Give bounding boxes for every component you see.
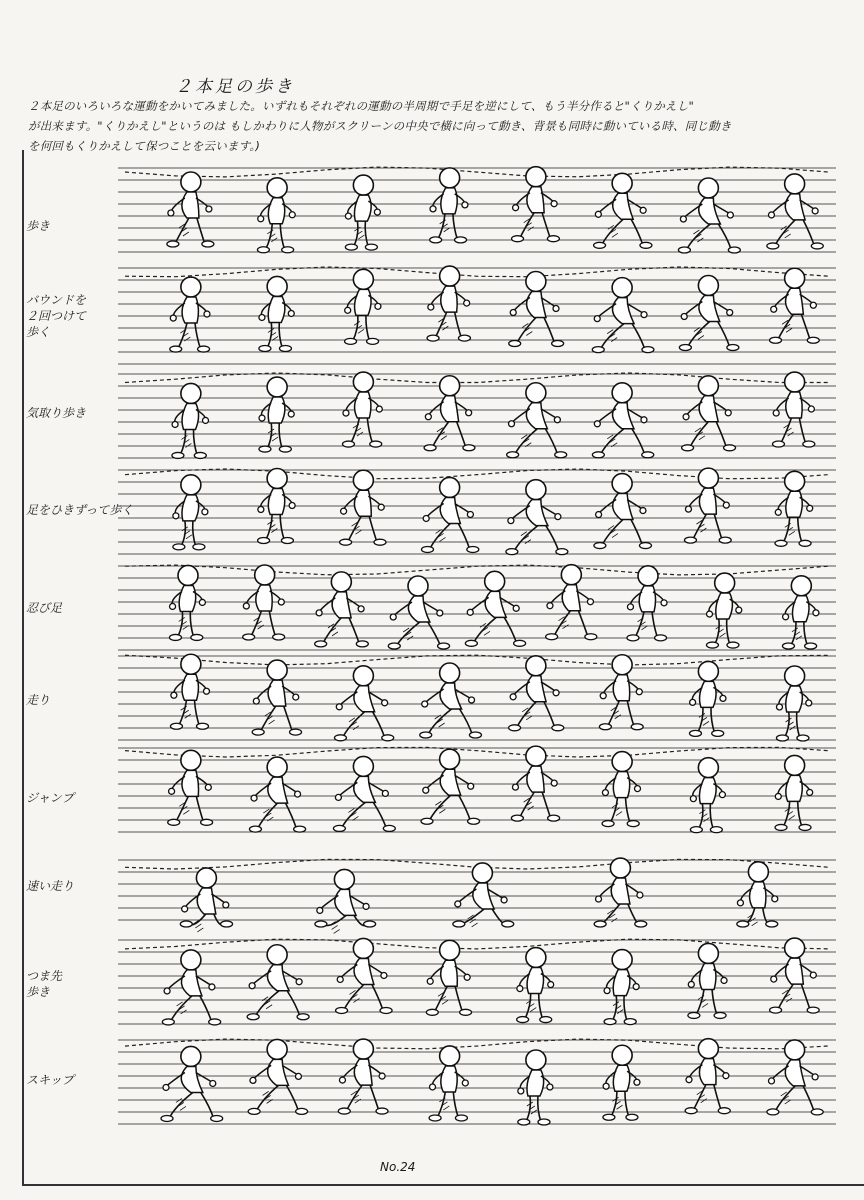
row-label-drag-walk <box>26 502 133 518</box>
stick-figure <box>243 565 285 640</box>
stick-figure <box>334 666 393 741</box>
row-label-line: スキップ <box>26 1073 74 1087</box>
stick-figure <box>775 755 813 830</box>
stick-figure <box>315 869 376 933</box>
stick-figure <box>315 572 369 647</box>
intro-line-2: が出来ます。"くりかえし"というのは もしかわりに人物がスクリーンの中央で横に向って動き、背景も同時に動いている時、同じ動き <box>28 119 732 133</box>
stick-figure <box>509 272 564 347</box>
stick-figure <box>594 858 647 927</box>
stick-figure <box>594 474 652 549</box>
stick-figure <box>345 269 381 344</box>
stick-figure <box>247 945 309 1020</box>
stick-figure <box>682 376 736 451</box>
stick-figure <box>172 383 209 458</box>
stick-figure <box>430 168 468 243</box>
stick-figure <box>169 565 205 640</box>
stick-figure <box>167 172 214 247</box>
stick-figure <box>776 666 811 741</box>
row-label-line: 歩き <box>26 985 51 999</box>
row-label-line: 歩き <box>26 219 51 233</box>
stick-figure <box>592 278 654 353</box>
stick-figure <box>688 943 727 1018</box>
stick-figure <box>248 1039 307 1114</box>
stick-figure <box>507 383 567 458</box>
intro-line-1: ２本足のいろいろな運動をかいてみました。いずれもそれぞれの運動の半周期で手足を逆にして、もう半分作ると"くりかえし" <box>28 99 694 113</box>
row-label-line: バウンドを <box>26 293 87 307</box>
row-label-line: 歩く <box>26 325 51 339</box>
row-label-fast-run <box>26 878 74 894</box>
stick-figure <box>517 948 554 1023</box>
stick-figure <box>259 377 294 452</box>
row-label-tiptoe <box>26 968 62 1000</box>
page-number: No.24 <box>380 1160 416 1174</box>
stick-figure <box>170 277 210 352</box>
stick-figure <box>162 950 220 1025</box>
stick-figure <box>424 376 475 451</box>
stick-figure <box>690 758 725 833</box>
stick-figure <box>509 656 564 731</box>
row-label-run <box>26 692 50 708</box>
trajectory-line <box>125 1039 830 1049</box>
stick-figure <box>604 950 639 1025</box>
trajectory-line <box>125 655 830 665</box>
stick-figure <box>257 178 295 253</box>
stick-figure <box>429 1046 468 1121</box>
row-label-bounce-walk <box>26 292 86 340</box>
row-label-walk <box>26 218 50 234</box>
stick-figure <box>602 752 640 827</box>
row-label-strut <box>26 405 86 421</box>
stick-figure <box>678 178 740 253</box>
stick-figure <box>767 1040 823 1115</box>
row-label-line: 足をひきずって歩く <box>26 503 134 517</box>
stick-figure <box>340 470 386 545</box>
stick-figure <box>689 661 725 736</box>
stick-figure <box>453 863 514 927</box>
stick-figure <box>592 383 653 458</box>
stick-figure <box>627 566 667 641</box>
intro-line-3: を何回もくりかえして保つことを云います。) <box>28 139 261 153</box>
stick-figure <box>770 268 820 343</box>
stick-figure <box>420 663 482 738</box>
stick-figure <box>249 757 305 832</box>
stick-figure <box>767 174 823 249</box>
row-label-jump <box>26 790 74 806</box>
trajectory-line <box>125 939 830 949</box>
stick-figure <box>421 477 478 552</box>
row-label-line: つま先 <box>26 969 63 983</box>
stick-figure <box>161 1046 223 1121</box>
trajectory-line <box>125 747 830 757</box>
stick-figure <box>679 276 738 351</box>
stick-figure <box>465 571 525 646</box>
stick-figure <box>775 471 813 546</box>
trajectory-line <box>125 167 830 177</box>
row-label-line: 忍び足 <box>26 601 63 615</box>
stick-figure <box>421 749 480 824</box>
row-label-skip <box>26 1072 74 1088</box>
stick-figure <box>603 1045 640 1120</box>
row-label-line: ２回つけて <box>26 309 87 323</box>
stick-figure <box>252 660 301 735</box>
stick-figure <box>506 480 568 555</box>
row-label-line: ジャンプ <box>26 791 74 805</box>
row-label-line: 速い走り <box>26 879 75 893</box>
stick-figure <box>338 1039 388 1114</box>
stick-figure <box>518 1050 553 1125</box>
stick-figure <box>594 173 652 248</box>
stick-figure <box>706 573 741 648</box>
row-label-sneak <box>26 600 62 616</box>
stick-figure <box>180 868 232 932</box>
stick-figure <box>345 175 380 250</box>
stick-figure <box>168 750 213 825</box>
row-label-line: 気取り歩き <box>26 406 87 420</box>
row-label-line: 走り <box>26 693 51 707</box>
stick-figure <box>173 475 208 550</box>
page-title: ２本足の歩き <box>175 77 295 97</box>
